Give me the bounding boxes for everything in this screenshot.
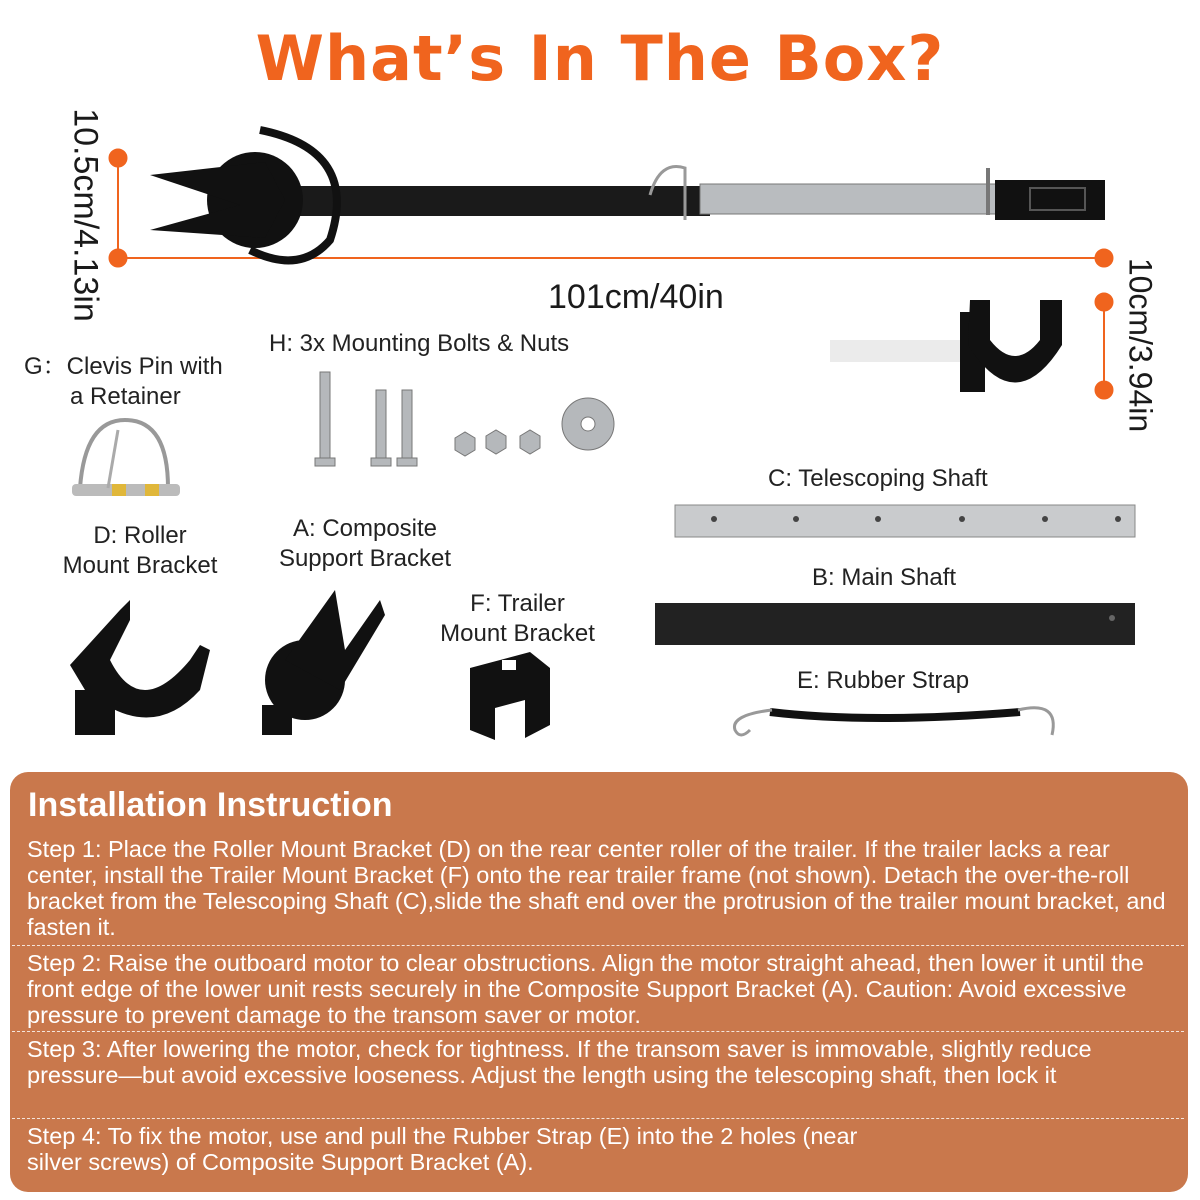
page-title: What’s In The Box? bbox=[255, 22, 945, 95]
telescoping-shaft-image bbox=[675, 505, 1135, 537]
trailer-mount-bracket-image bbox=[470, 652, 550, 740]
step-3-text: Step 3: After lowering the motor, check for tightness. If the transom saver is immovable, slightly reduce pressure—but avoid excessive looseness. Adjust the length using the telescoping shaft, then lock it bbox=[27, 1036, 1092, 1088]
roller-mount-bracket-image bbox=[70, 600, 210, 735]
part-f-label bbox=[425, 589, 610, 649]
assembled-transom-saver bbox=[150, 130, 1105, 260]
part-a-label-line2: Support Bracket bbox=[278, 545, 452, 572]
bolts-and-nuts-image bbox=[315, 372, 614, 466]
length-dimension-label: 101cm/40in bbox=[548, 278, 724, 316]
step-divider bbox=[12, 1031, 1184, 1032]
step-1-text: Step 1: Place the Roller Mount Bracket (D) on the rear center roller of the trailer. If the trailer lacks a rear center, install the Trailer Mount Bracket (F) onto the rear trailer frame (not shown). Detach the over-the-roll bracket from the Telescoping Shaft (C),slide the shaft end over the protrusion of the trailer mount bracket, and fasten it. bbox=[27, 836, 1166, 940]
composite-support-bracket-image bbox=[262, 590, 385, 735]
height-dimension-label: 10.5cm/4.13in bbox=[66, 108, 105, 322]
part-d-label-line1: D: Roller bbox=[93, 522, 187, 549]
part-a-label-line1: A: Composite bbox=[292, 515, 438, 542]
step-2-text: Step 2: Raise the outboard motor to clear obstructions. Align the motor straight ahead, then lower it until the front edge of the lower unit rests securely in the Composite Support Bracket (A). Caution: Avoid excessive pressure to prevent damage to the transom saver or motor. bbox=[27, 950, 1144, 1028]
part-g-label-line1: G：Clevis Pin with bbox=[24, 353, 223, 380]
rubber-strap-image bbox=[734, 708, 1053, 735]
bracket-height-dimension-label: 10cm/3.94in bbox=[1122, 257, 1159, 433]
part-b-label: B: Main Shaft bbox=[812, 564, 957, 591]
part-d-label bbox=[40, 521, 240, 581]
part-g-label-line2: a Retainer bbox=[70, 383, 181, 410]
part-e-label: E: Rubber Strap bbox=[797, 667, 970, 694]
part-g-label bbox=[24, 352, 223, 412]
part-c-label: C: Telescoping Shaft bbox=[768, 465, 988, 492]
part-d-label-line2: Mount Bracket bbox=[62, 552, 218, 579]
step-divider bbox=[12, 1118, 1184, 1119]
main-shaft-image bbox=[655, 603, 1135, 645]
part-f-label-line1: F: Trailer bbox=[470, 590, 565, 617]
clevis-pin-image bbox=[72, 420, 180, 496]
part-a-label bbox=[265, 514, 465, 574]
part-h-label: H: 3x Mounting Bolts & Nuts bbox=[269, 330, 570, 357]
part-f-label-line2: Mount Bracket bbox=[440, 620, 595, 647]
instruction-heading: Installation Instruction bbox=[28, 786, 393, 824]
roller-bracket-side-view bbox=[830, 300, 1062, 392]
step-divider bbox=[12, 945, 1184, 946]
step-4-text: Step 4: To fix the motor, use and pull the Rubber Strap (E) into the 2 holes (near silver screws) of Composite Support Bracket (A). bbox=[27, 1123, 858, 1175]
